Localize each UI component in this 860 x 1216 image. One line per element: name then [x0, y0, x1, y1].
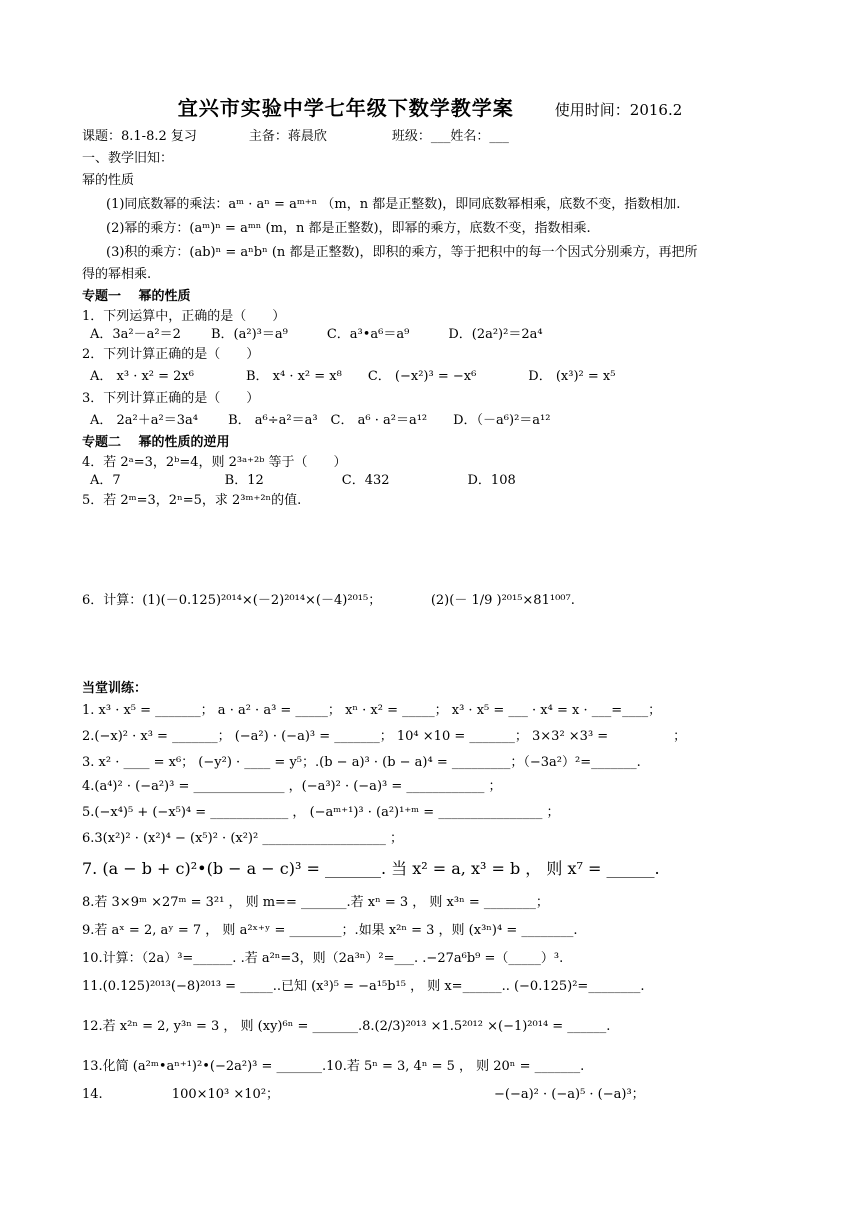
- practice-line-6: 6.3(x²)² · (x²)⁴ − (x⁵)² · (x²)² ___________________ ；: [82, 831, 403, 846]
- practice-line-2: 2.(−x)² · x³ = _______； (−a²) · (−a)³ = _______； 10⁴ ×10 = _______； 3×3² ×3³ = ；: [82, 729, 687, 744]
- question-5: 5．若 2ᵐ=3，2ⁿ=5，求 2³ᵐ⁺²ⁿ的值.: [82, 493, 302, 508]
- topic2-heading: 专题二 幂的性质的逆用: [82, 435, 230, 450]
- topic1-heading: 专题一 幂的性质: [82, 289, 191, 304]
- practice-line-14b: −(−a)² · (−a)⁵ · (−a)³；: [494, 1087, 645, 1102]
- rule-product-power: (3)积的乘方：(ab)ⁿ = aⁿbⁿ (n 都是正整数)，即积的乘方，等于把积中的每一个因式分别乘方，再把所: [106, 245, 698, 260]
- page-title: [0, 92, 860, 121]
- question-1: 1．下列运算中，正确的是（ ）: [82, 309, 286, 324]
- question-2-options: A． x³ · x² = 2x⁶ B． x⁴ · x² = x⁸ C． (−x²)³ = −x⁶ D． (x³)² = x⁵: [90, 369, 616, 384]
- rule-product: (1)同底数幂的乘法：aᵐ · aⁿ = aᵐ⁺ⁿ （m，n 都是正整数)，即同底数幂相乘，底数不变，指数相加.: [106, 197, 681, 212]
- practice-heading: 当堂训练：: [82, 681, 148, 696]
- usage-time: 使用时间：2016.2: [554, 101, 683, 119]
- question-3: 3．下列计算正确的是（ ）: [82, 391, 260, 406]
- rule-product-power-cont: 得的幂相乘.: [82, 267, 152, 282]
- question-3-options: A． 2a²＋a²＝3a⁴ B． a⁶÷a²＝a³ C． a⁶ · a²＝a¹² D．（－a⁶)²＝a¹²: [90, 413, 551, 428]
- practice-line-1: 1. x³ · x⁵ = _______； a · a² · a³ = _____； xⁿ · x² = _____； x³ · x⁵ = ___ · x⁴ = x · ___=____；: [82, 703, 662, 718]
- question-1-options: A．3a²－a²＝2 B．(a²)³＝a⁹ C．a³•a⁶＝a⁹ D．(2a²)²＝2a⁴: [90, 327, 543, 342]
- question-4-options: A．7 B．12 C．432 D．108: [90, 473, 516, 488]
- subsection-heading: 幂的性质: [82, 173, 135, 188]
- document-title: 宜兴市实验中学七年级下数学教学案: [177, 96, 514, 120]
- question-2: 2．下列计算正确的是（ ）: [82, 347, 260, 362]
- practice-line-9: 9.若 aˣ = 2, aʸ = 7 ， 则 a²ˣ⁺ʸ = ________；.如果 x²ⁿ = 3 ，则 (x³ⁿ)⁴ = ________.: [82, 923, 578, 938]
- practice-line-11: 11.(0.125)²⁰¹³(−8)²⁰¹³ = _____..已知 (x³)⁵ = −a¹⁵b¹⁵ ， 则 x=______.. (−0.125)²=________.: [82, 979, 645, 994]
- section-heading: 一、教学旧知：: [82, 151, 174, 166]
- practice-line-5: 5.(−x⁴)⁵ + (−x⁵)⁴ = ____________ ， (−aᵐ⁺¹)³ · (a²)¹⁺ᵐ = ________________ ；: [82, 805, 560, 820]
- practice-line-7: 7. (a − b + c)²•(b − a − c)³ = _______. 当 x² = a, x³ = b ， 则 x⁷ = ______.: [82, 859, 660, 878]
- practice-line-4: 4.(a⁴)² · (−a²)³ = ______________ ，(−a³)² · (−a)³ = ____________ ；: [82, 779, 502, 794]
- practice-line-8: 8.若 3×9ᵐ ×27ᵐ = 3²¹ ， 则 m== _______.若 xⁿ = 3 ， 则 x³ⁿ = ________；: [82, 895, 549, 910]
- practice-line-10: 10.计算：（2a）³=______. .若 a²ⁿ=3，则（2a³ⁿ）²=___. .−27a⁶b⁹ =（_____）³.: [82, 951, 564, 966]
- rule-power: (2)幂的乘方：(aᵐ)ⁿ = aᵐⁿ (m，n 都是正整数)，即幂的乘方，底数不变，指数相乘.: [106, 221, 591, 236]
- question-6: 6．计算：(1)(－0.125)²⁰¹⁴×(－2)²⁰¹⁴×(－4)²⁰¹⁵； (2)(－ 1/9 )²⁰¹⁵×81¹⁰⁰⁷.: [82, 593, 575, 608]
- question-4: 4．若 2ᵃ=3，2ᵇ=4，则 2³ᵃ⁺²ᵇ 等于（ ）: [82, 455, 347, 470]
- practice-line-3: 3. x² · ____ = x⁶； (−y²) · ____ = y⁵；.(b − a)³ · (b − a)⁴ = _________；（−3a²）²=_______.: [82, 755, 641, 770]
- practice-line-14a: 14. 100×10³ ×10²；: [82, 1087, 280, 1102]
- practice-line-12: 12.若 x²ⁿ = 2, y³ⁿ = 3 ， 则 (xy)⁶ⁿ = _______.8.(2/3)²⁰¹³ ×1.5²⁰¹² ×(−1)²⁰¹⁴ = ______.: [82, 1019, 611, 1034]
- practice-line-13: 13.化简 (a²ᵐ•aⁿ⁺¹)²•(−2a²)³ = _______.10.若 5ⁿ = 3, 4ⁿ = 5 ， 则 20ⁿ = _______.: [82, 1059, 585, 1074]
- lesson-meta: 课题：8.1-8.2 复习 主备：蒋晨欣 班级：___姓名：___: [82, 129, 509, 144]
